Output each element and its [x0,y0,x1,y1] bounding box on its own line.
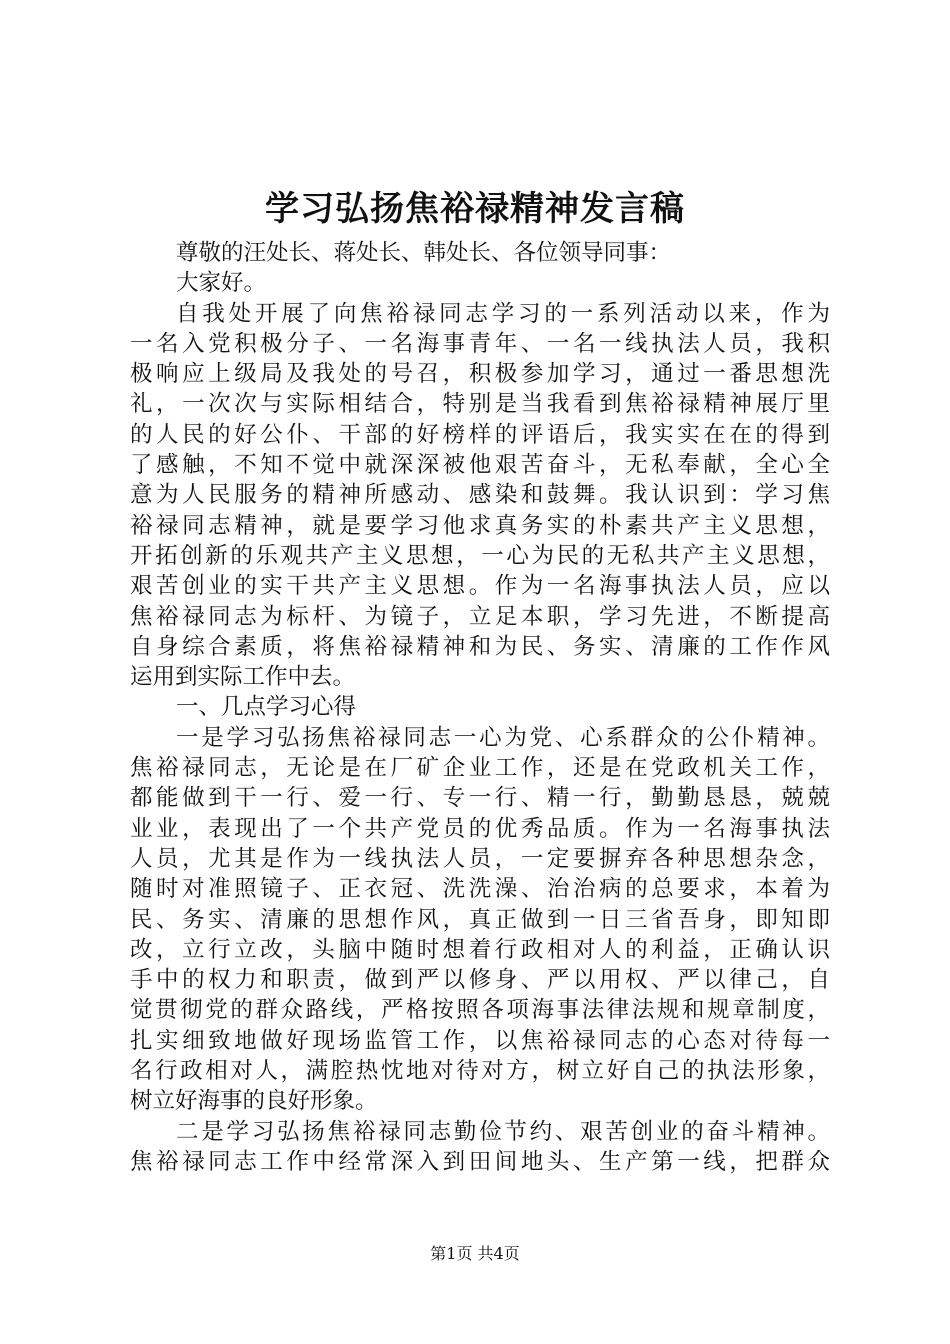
text-line: 礼，一次次与实际相结合，特别是当我看到焦裕禄精神展厅里 [130,391,830,418]
text-line: 随时对准照镜子、正衣冠、洗洗澡、治治病的总要求，本着为 [130,876,830,903]
text-line: 尊敬的汪处长、蒋处长、韩处长、各位领导同事： [176,240,672,266]
text-line: 焦裕禄同志工作中经常深入到田间地头、生产第一线，把群众 [130,1148,830,1175]
text-line: 焦裕禄同志，无论是在厂矿企业工作，还是在党政机关工作， [130,755,830,782]
text-line: 自我处开展了向焦裕禄同志学习的一系列活动以来，作为 [176,300,830,327]
text-line: 名行政相对人，满腔热忱地对待对方，树立好自己的执法形象， [130,1058,830,1085]
text-line: 艰苦创业的实干共产主义思想。作为一名海事执法人员，应以 [130,573,830,600]
text-line: 扎实细致地做好现场监管工作，以焦裕禄同志的心态对待每一 [130,1027,830,1054]
text-line: 运用到实际工作中去。 [130,664,356,691]
text-line: 的人民的好公仆、干部的好榜样的评语后，我实实在在的得到 [130,421,830,448]
text-line: 一、几点学习心得 [176,694,357,721]
text-line: 业业，表现出了一个共产党员的优秀品质。作为一名海事执法 [130,815,830,842]
page-title: 学习弘扬焦裕禄精神发言稿 [265,189,685,229]
text-line: 裕禄同志精神，就是要学习他求真务实的朴素共产主义思想， [130,512,830,539]
document-body [130,238,830,1177]
text-line: 觉贯彻党的群众路线，严格按照各项海事法律法规和规章制度， [130,997,830,1024]
text-line: 极响应上级局及我处的号召，积极参加学习，通过一番思想洗 [130,361,830,388]
text-line: 焦裕禄同志为标杆、为镜子，立足本职，学习先进，不断提高 [130,603,830,630]
text-line: 一是学习弘扬焦裕禄同志一心为党、心系群众的公仆精神。 [176,724,830,751]
text-line: 人员，尤其是作为一线执法人员，一定要摒弃各种思想杂念， [130,845,830,872]
text-line: 开拓创新的乐观共产主义思想，一心为民的无私共产主义思想， [130,542,830,569]
text-line: 都能做到干一行、爱一行、专一行、精一行，勤勤恳恳，兢兢 [130,785,830,812]
text-line: 改，立行立改，头脑中随时想着行政相对人的利益，正确认识 [130,936,830,963]
text-line: 民、务实、清廉的思想作风，真正做到一日三省吾身，即知即 [130,906,830,933]
text-line: 手中的权力和职责，做到严以修身、严以用权、严以律己，自 [130,967,830,994]
text-line: 一名入党积极分子、一名海事青年、一名一线执法人员，我积 [130,330,830,357]
text-line: 大家好。 [176,270,267,297]
text-line: 自身综合素质，将焦裕禄精神和为民、务实、清廉的工作作风 [130,633,830,660]
text-line: 了感触，不知不觉中就深深被他艰苦奋斗，无私奉献，全心全 [130,452,830,479]
text-line: 二是学习弘扬焦裕禄同志勤俭节约、艰苦创业的奋斗精神。 [176,1118,830,1145]
text-line: 意为人民服务的精神所感动、感染和鼓舞。我认识到：学习焦 [130,482,830,509]
page-footer: 第1页 共4页 [430,1244,520,1263]
text-line: 树立好海事的良好形象。 [130,1088,378,1115]
